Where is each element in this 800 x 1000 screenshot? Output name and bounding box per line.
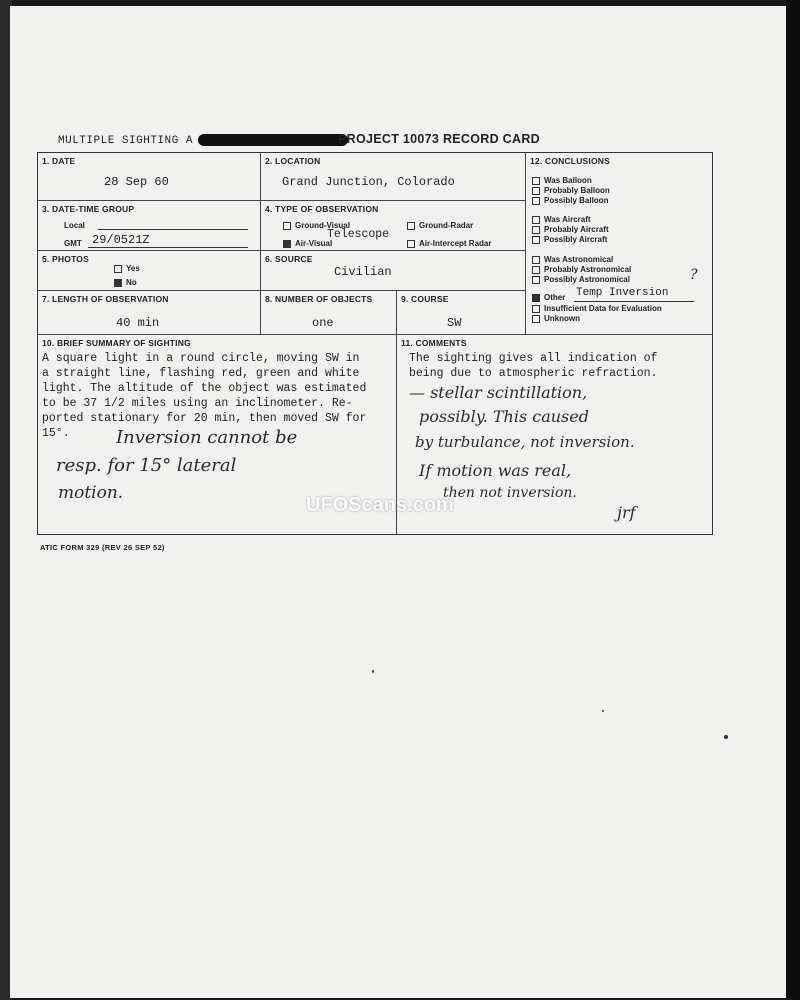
ground-radar-option: Ground-Radar: [407, 221, 473, 230]
num-objects-value: one: [312, 316, 334, 330]
conclusion-question-mark: ?: [690, 267, 698, 283]
comments-handwriting-5: then not inversion.: [443, 485, 577, 501]
conclusion-checkbox: [532, 197, 540, 205]
summary-handwriting-1: Inversion cannot be: [116, 427, 298, 448]
conclusion-item: Probably Astronomical: [532, 265, 631, 274]
obs-typed-note: Telescope: [327, 228, 390, 241]
num-objects-cell: [261, 291, 397, 335]
form-number: ATIC FORM 329 (REV 26 SEP 52): [40, 543, 165, 552]
conclusions-label: 12. CONCLUSIONS: [530, 156, 610, 166]
comments-handwriting-3: by turbulance, not inversion.: [415, 433, 635, 451]
scan-speck: [602, 710, 604, 712]
conclusion-other: Other: [532, 293, 565, 302]
card-title: [58, 132, 718, 150]
obs-type-label: 4. TYPE OF OBSERVATION: [265, 204, 379, 214]
comments-handwriting-1: — stellar scintillation,: [409, 383, 588, 402]
source-value: Civilian: [334, 265, 392, 279]
dtg-cell: [38, 201, 261, 251]
scan-border-right: [786, 0, 800, 1000]
conclusion-item: Was Aircraft: [532, 215, 591, 224]
comments-label: 11. COMMENTS: [401, 338, 467, 348]
summary-text: A square light in a round circle, moving SW in a straight line, flashing red, green and white light. The altitude of the object was estimated to be 37 1/2 miles using an inclinometer. Re- ported stationary for 20 min, then moved SW for 15°.: [42, 352, 367, 440]
length-cell: [38, 291, 261, 335]
photos-no-option: No: [114, 278, 137, 287]
conclusion-item: Probably Balloon: [532, 186, 610, 195]
photos-label: 5. PHOTOS: [42, 254, 89, 264]
length-label: 7. LENGTH OF OBSERVATION: [42, 294, 169, 304]
location-label: 2. LOCATION: [265, 156, 321, 166]
date-value: 28 Sep 60: [104, 175, 169, 189]
conclusions-cell: [526, 153, 712, 335]
comments-initials: jrf: [617, 503, 636, 522]
air-visual-option: Air-Visual: [283, 239, 332, 248]
conclusion-item: Possibly Balloon: [532, 196, 608, 205]
conclusion-checkbox: [532, 276, 540, 284]
photos-cell: [38, 251, 261, 291]
comments-handwriting-4: If motion was real,: [419, 461, 572, 480]
num-objects-label: 8. NUMBER OF OBJECTS: [265, 294, 373, 304]
conclusion-checkbox: [532, 187, 540, 195]
conclusion-checkbox: [532, 256, 540, 264]
conclusion-item: Was Balloon: [532, 176, 592, 185]
conclusion-checkbox: [532, 266, 540, 274]
conclusion-checkbox: [532, 177, 540, 185]
conclusion-checkbox: [532, 226, 540, 234]
scan-speck: [372, 670, 374, 673]
air-intercept-option: Air-Intercept Radar: [407, 239, 491, 248]
location-cell: [261, 153, 526, 201]
summary-handwriting-2: resp. for 15° lateral: [56, 455, 237, 476]
photos-yes-checkbox: [114, 265, 122, 273]
conclusion-other-line: [574, 301, 694, 302]
conclusion-other-checkbox: [532, 294, 540, 302]
air-intercept-checkbox: [407, 240, 415, 248]
scan-speck: [724, 735, 728, 739]
course-label: 9. COURSE: [401, 294, 449, 304]
air-visual-checkbox: [283, 240, 291, 248]
dtg-gmt-value: 29/0521Z: [92, 233, 150, 247]
conclusion-item: Possibly Aircraft: [532, 235, 607, 244]
conclusion-checkbox: [532, 305, 540, 313]
course-cell: [397, 291, 526, 335]
location-value: Grand Junction, Colorado: [282, 175, 455, 189]
length-value: 40 min: [116, 316, 160, 330]
header-left: MULTIPLE SIGHTING A: [58, 135, 193, 147]
conclusion-checkbox: [532, 315, 540, 323]
summary-label: 10. BRIEF SUMMARY OF SIGHTING: [42, 338, 191, 348]
comments-text: The sighting gives all indication of being due to atmospheric refraction.: [409, 352, 658, 380]
conclusion-checkbox: [532, 216, 540, 224]
dtg-local-line: [98, 229, 248, 230]
ground-visual-checkbox: [283, 222, 291, 230]
conclusion-checkbox: [532, 236, 540, 244]
source-cell: [261, 251, 526, 291]
record-card: [37, 152, 713, 535]
dtg-gmt-line: [88, 247, 248, 248]
date-label: 1. DATE: [42, 156, 76, 166]
obs-type-cell: [261, 201, 526, 251]
source-label: 6. SOURCE: [265, 254, 313, 264]
dtg-label: 3. DATE-TIME GROUP: [42, 204, 135, 214]
conclusion-insufficient: Insufficient Data for Evaluation: [532, 304, 662, 313]
course-value: SW: [447, 316, 462, 330]
dtg-gmt-label: GMT: [64, 239, 82, 248]
conclusion-item: Possibly Astronomical: [532, 275, 630, 284]
conclusion-other-value: Temp Inversion: [576, 287, 669, 299]
conclusion-item: Was Astronomical: [532, 255, 613, 264]
conclusion-item: Probably Aircraft: [532, 225, 609, 234]
dtg-local-label: Local: [64, 221, 85, 230]
date-cell: [38, 153, 261, 201]
watermark: UFOScans.com: [306, 494, 454, 516]
header-right: PROJECT 10073 RECORD CARD: [338, 132, 540, 146]
redaction-mark: [198, 134, 348, 146]
summary-handwriting-3: motion.: [58, 483, 124, 503]
comments-handwriting-2: possibly. This caused: [419, 407, 589, 426]
conclusion-unknown: Unknown: [532, 314, 580, 323]
ground-radar-checkbox: [407, 222, 415, 230]
photos-yes-option: Yes: [114, 264, 140, 273]
ground-visual-option: Ground-Visual: [283, 221, 350, 230]
photos-no-checkbox: [114, 279, 122, 287]
